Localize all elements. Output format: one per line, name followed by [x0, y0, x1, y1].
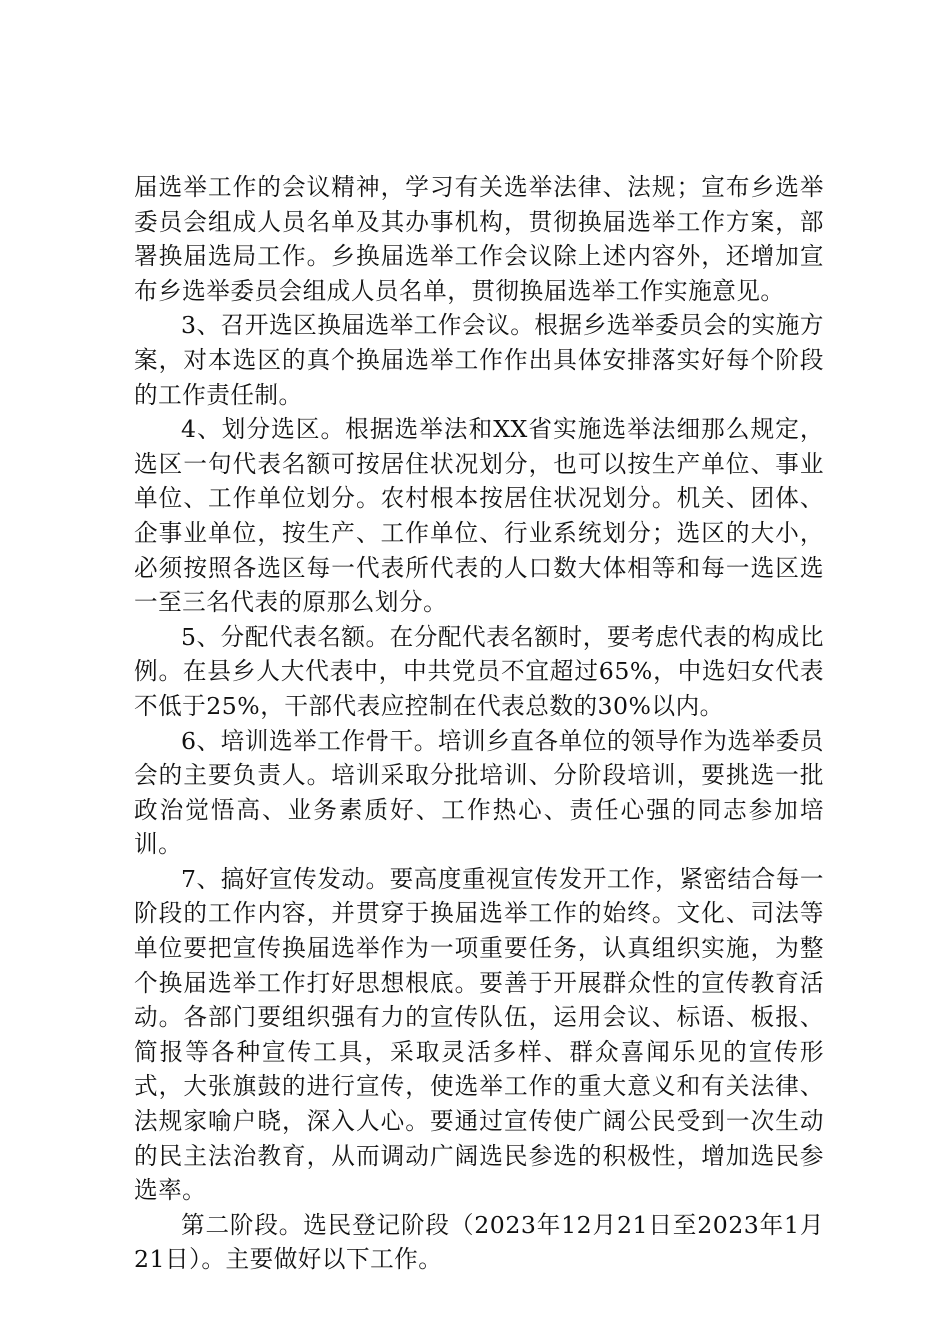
paragraph-stage-two: 第二阶段。选民登记阶段（2023年12月21日至2023年1月21日）。主要做好以下工作。: [134, 1210, 824, 1274]
paragraph-item-6: 6、培训选举工作骨干。培训乡直各单位的领导作为选举委员会的主要负责人。培训采取分批培训、分阶段培训，要挑选一批政治觉悟高、业务素质好、工作热心、责任心强的同志参加培训。: [134, 726, 824, 859]
paragraph-continuation: 届选举工作的会议精神，学习有关选举法律、法规；宣布乡选举委员会组成人员名单及其办事机构，贯彻换届选举工作方案，部署换届选局工作。乡换届选举工作会议除上述内容外，还增加宣布乡选举委员会组成人员名单，贯彻换届选举工作实施意见。: [134, 173, 824, 305]
paragraph-item-3: 3、召开选区换届选举工作会议。根据乡选举委员会的实施方案，对本选区的真个换届选举工作作出具体安排落实好每个阶段的工作责任制。: [134, 311, 824, 409]
paragraph-item-4: 4、划分选区。根据选举法和XX省实施选举法细那么规定，选区一句代表名额可按居住状况划分，也可以按生产单位、事业单位、工作单位划分。农村根本按居住状况划分。机关、团体、企事业单位，按生产、工作单位、行业系统划分；选区的大小，必须按照各选区每一代表所代表的人口数大体相等和每一选区选一至三名代表的原那么划分。: [134, 415, 824, 617]
paragraph-item-7: 7、搞好宣传发动。要高度重视宣传发开工作，紧密结合每一阶段的工作内容，并贯穿于换届选举工作的始终。文化、司法等单位要把宣传换届选举作为一项重要任务，认真组织实施，为整个换届选举工作打好思想根底。要善于开展群众性的宣传教育活动。各部门要组织强有力的宣传队伍，运用会议、标语、板报、简报等各种宣传工具，采取灵活多样、群众喜闻乐见的宣传形式，大张旗鼓的进行宣传，使选举工作的重大意义和有关法律、法规家喻户晓，深入人心。要通过宣传使广阔公民受到一次生动的民主法治教育，从而调动广阔选民参选的积极性，增加选民参选率。: [134, 864, 824, 1205]
document-body: [134, 170, 824, 1277]
paragraph-item-5: 5、分配代表名额。在分配代表名额时，要考虑代表的构成比例。在县乡人大代表中，中共党员不宜超过65%，中选妇女代表不低于25%，干部代表应控制在代表总数的30%以内。: [134, 622, 824, 720]
